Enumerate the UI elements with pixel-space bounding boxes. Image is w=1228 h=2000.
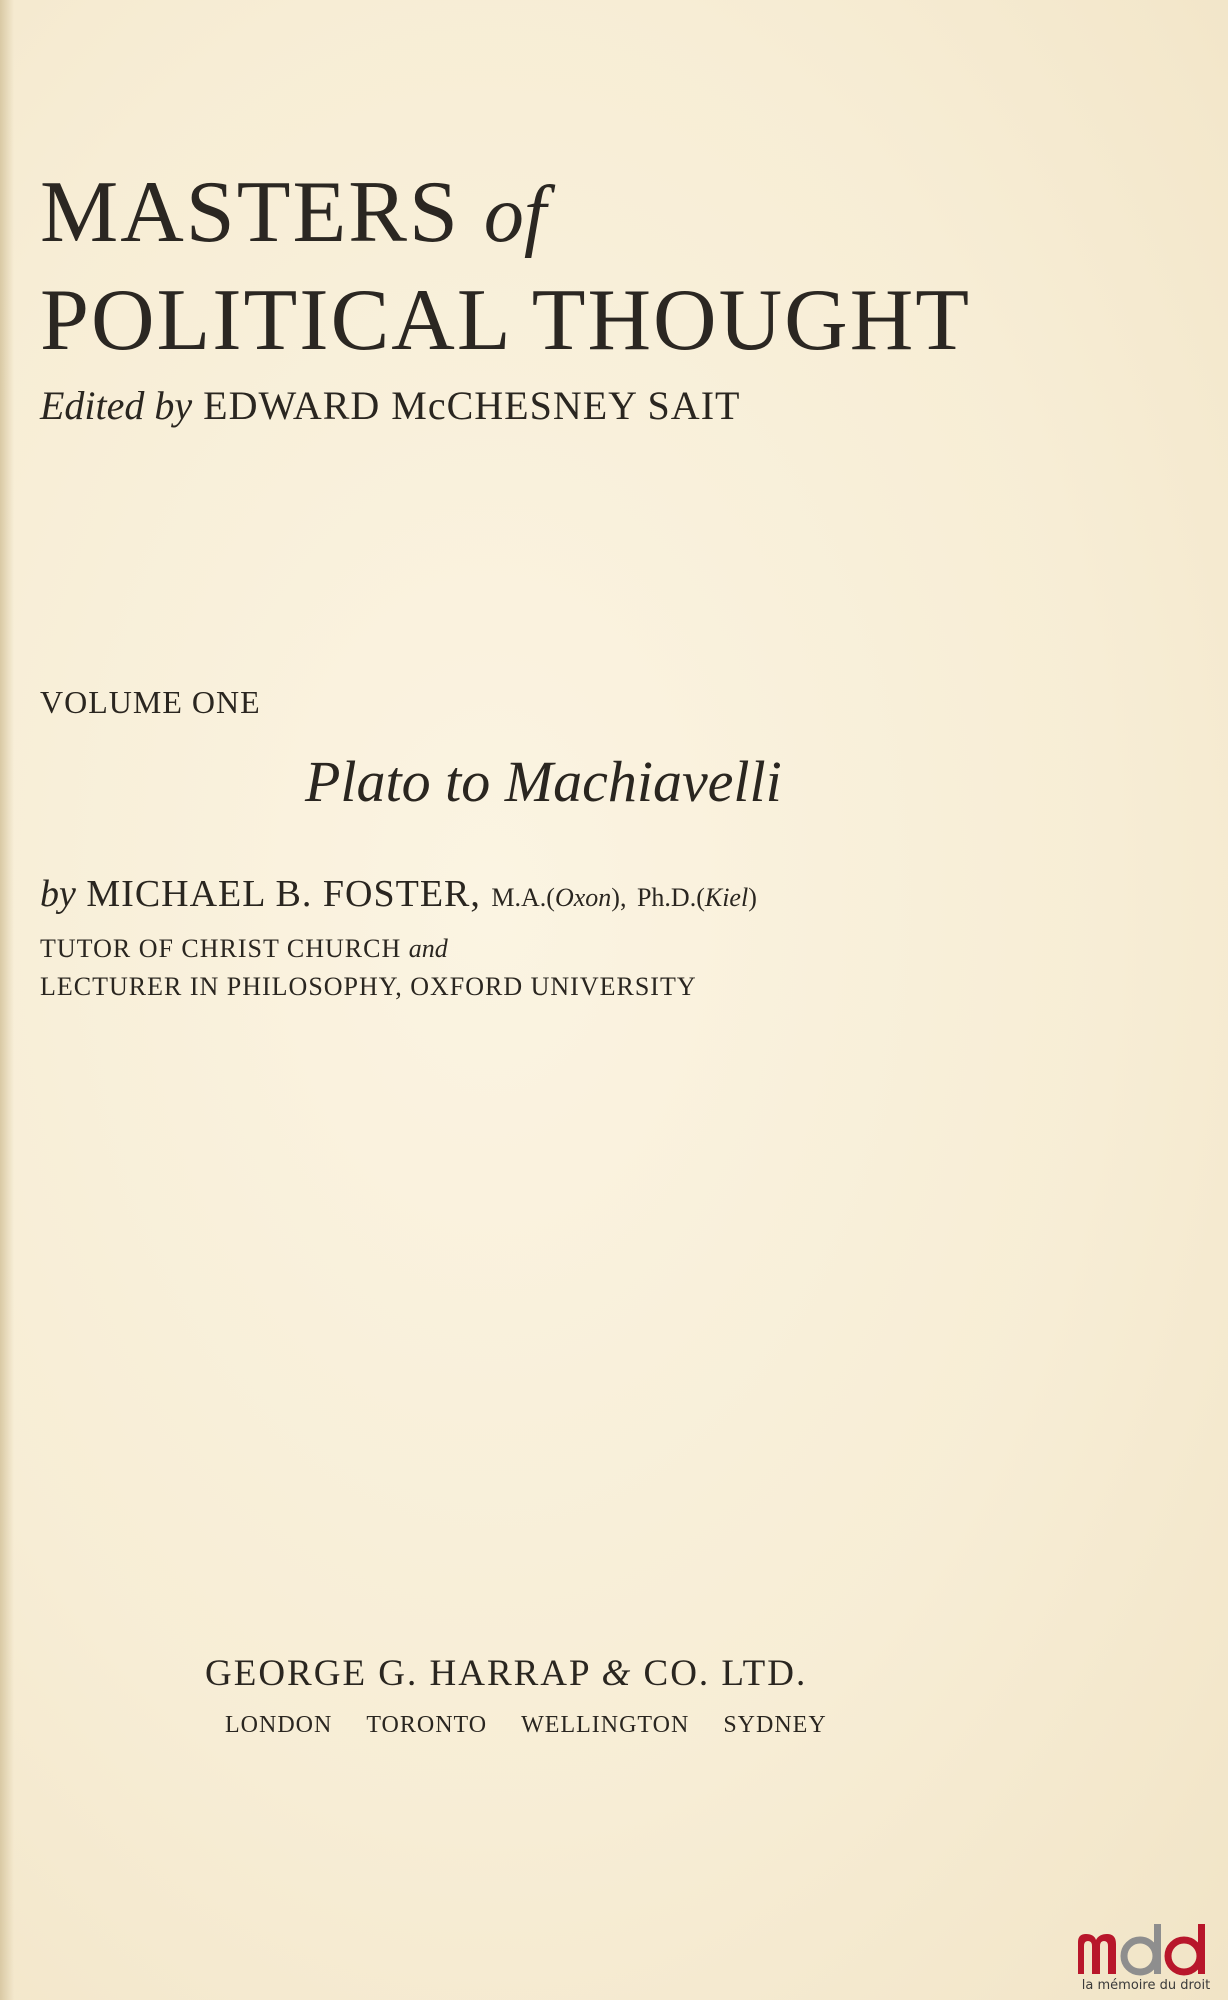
publisher-name: GEORGE G. HARRAP & CO. LTD. [205,1653,808,1694]
title-masters: MASTERS [40,164,460,261]
page-edge-shadow [0,0,14,2000]
author-affiliation-2: LECTURER IN PHILOSOPHY, OXFORD UNIVERSITY [40,972,697,1001]
author-prefix: by [40,873,76,915]
mdd-logo-icon [1074,1920,1214,1976]
publisher-cities [225,1712,827,1739]
title-line-1 [40,160,971,268]
author-line [40,872,757,916]
ampersand: & [601,1653,633,1694]
editor-prefix: Edited by [40,383,193,428]
book-title [40,160,971,374]
title-line-2: POLITICAL THOUGHT [40,272,972,369]
editor-line [40,382,740,429]
author-degree-phd: Ph.D.(Kiel) [636,883,757,912]
city: TORONTO [366,1712,488,1738]
city: SYDNEY [723,1712,827,1738]
editor-name: EDWARD McCHESNEY SAIT [203,383,741,428]
volume-subtitle: Plato to Machiavelli [305,749,782,814]
city: LONDON [225,1712,333,1738]
title-of: of [483,171,547,259]
author-name: MICHAEL B. FOSTER, [86,873,481,915]
mdd-logo [1068,1920,1224,1996]
author-degree-ma: M.A.(Oxon), [491,883,627,912]
author-affiliation-1: TUTOR OF CHRIST CHURCH and [40,934,448,963]
volume-label: VOLUME ONE [40,684,261,720]
city: WELLINGTON [521,1712,690,1738]
mdd-tagline: la mémoire du droit [1081,1978,1211,1993]
